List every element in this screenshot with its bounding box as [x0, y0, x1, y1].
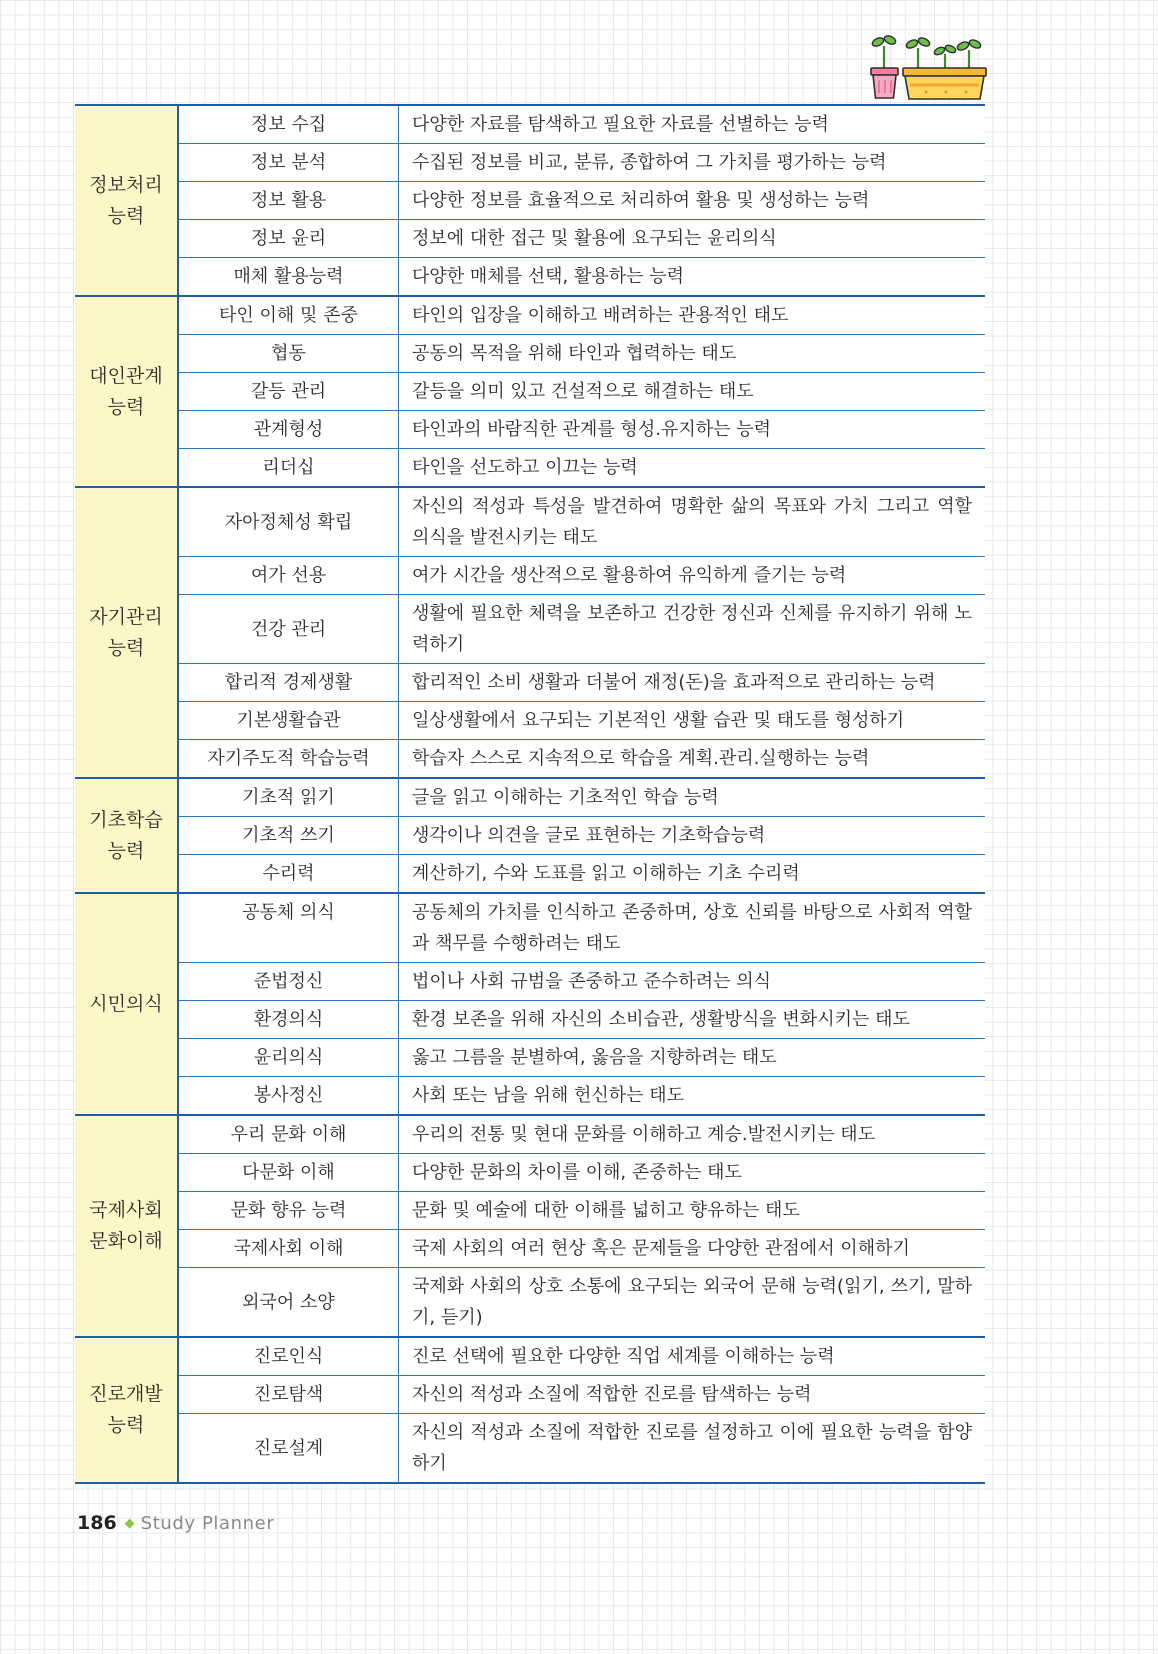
competency-description-cell	[399, 963, 985, 1000]
competency-name: 갈등 관리	[179, 373, 399, 410]
competency-name: 다문화 이해	[179, 1154, 399, 1191]
competency-description: 일상생활에서 요구되는 기본적인 생활 습관 및 태도를 형성하기	[412, 710, 905, 731]
category-label: 정보처리	[89, 173, 163, 196]
competency-description: 사회 또는 남을 위해 헌신하는 태도	[412, 1085, 685, 1106]
competency-description-cell	[399, 1077, 985, 1114]
table-row	[179, 1116, 985, 1153]
competency-description-cell	[399, 1192, 985, 1229]
competency-name: 환경의식	[179, 1001, 399, 1038]
competency-description-cell	[399, 449, 985, 486]
competency-name: 국제사회 이해	[179, 1230, 399, 1267]
competency-description: 문화 및 예술에 대한 이해를 넓히고 향유하는 태도	[412, 1200, 800, 1221]
competency-description: 다양한 문화의 차이를 이해, 존중하는 태도	[412, 1162, 742, 1183]
table-row	[179, 219, 985, 257]
competency-description: 타인과의 바람직한 관계를 형성.유지하는 능력	[412, 419, 771, 440]
competency-description-cell	[399, 1338, 985, 1375]
competency-description-cell	[399, 1039, 985, 1076]
competency-name: 합리적 경제생활	[179, 664, 399, 701]
competency-group	[75, 1336, 985, 1482]
competency-description: 갈등을 의미 있고 건설적으로 해결하는 태도	[412, 381, 754, 402]
competency-description-cell	[399, 1414, 985, 1482]
competency-name: 매체 활용능력	[179, 258, 399, 295]
competency-description: 옳고 그름을 분별하여, 옳음을 지향하려는 태도	[412, 1047, 777, 1068]
competency-name: 관계형성	[179, 411, 399, 448]
competency-name: 봉사정신	[179, 1077, 399, 1114]
competency-description: 다양한 매체를 선택, 활용하는 능력	[412, 266, 685, 287]
competency-name: 진로탐색	[179, 1376, 399, 1413]
competency-description: 법이나 사회 규범을 존중하고 준수하려는 의식	[412, 971, 771, 992]
competency-name: 정보 수집	[179, 106, 399, 143]
footer-title: Study Planner	[140, 1512, 275, 1534]
competency-description: 다양한 자료를 탐색하고 필요한 자료를 선별하는 능력	[412, 114, 829, 135]
table-row	[179, 143, 985, 181]
table-row	[179, 816, 985, 854]
table-row	[179, 257, 985, 295]
table-row	[179, 1229, 985, 1267]
competency-description: 학습자 스스로 지속적으로 학습을 계획.관리.실행하는 능력	[412, 748, 870, 769]
competency-description-cell	[399, 595, 985, 663]
competency-rows	[179, 1116, 985, 1336]
competency-description: 환경 보존을 위해 자신의 소비습관, 생활방식을 변화시키는 태도	[412, 1009, 910, 1030]
competency-name: 자기주도적 학습능력	[179, 740, 399, 777]
category-cell	[75, 297, 179, 486]
competency-description-cell	[399, 817, 985, 854]
competency-description-cell	[399, 411, 985, 448]
competency-name: 문화 향유 능력	[179, 1192, 399, 1229]
competency-name: 정보 윤리	[179, 220, 399, 257]
competency-name: 공동체 의식	[179, 894, 399, 962]
competency-rows	[179, 894, 985, 1114]
table-row	[179, 1267, 985, 1336]
competency-description-cell	[399, 1268, 985, 1336]
competency-name: 타인 이해 및 존중	[179, 297, 399, 334]
competency-description-cell	[399, 664, 985, 701]
competency-description-cell	[399, 373, 985, 410]
competency-name: 준법정신	[179, 963, 399, 1000]
competency-description: 합리적인 소비 생활과 더불어 재정(돈)을 효과적으로 관리하는 능력	[412, 672, 936, 693]
table-row	[179, 556, 985, 594]
category-label: 국제사회	[89, 1199, 163, 1221]
page-number: 186	[77, 1512, 117, 1534]
competency-description: 생각이나 의견을 글로 표현하는 기초학습능력	[412, 825, 766, 846]
table-row	[179, 779, 985, 816]
category-label: 기초학습	[89, 808, 163, 831]
competency-name: 외국어 소양	[179, 1268, 399, 1336]
competency-description: 정보에 대한 접근 및 활용에 요구되는 윤리의식	[412, 228, 777, 249]
competency-description-cell	[399, 1376, 985, 1413]
table-row	[179, 663, 985, 701]
competency-description: 공동체의 가치를 인식하고 존중하며, 상호 신뢰를 바탕으로 사회적 역할과 책무를 수행하려는 태도	[412, 902, 972, 954]
competency-name: 건강 관리	[179, 595, 399, 663]
table-row	[179, 701, 985, 739]
competency-description: 계산하기, 수와 도표를 읽고 이해하는 기초 수리력	[412, 863, 800, 884]
competency-description: 국제화 사회의 상호 소통에 요구되는 외국어 문해 능력(읽기, 쓰기, 말하기, 듣기)	[412, 1276, 972, 1328]
category-cell	[75, 779, 179, 892]
competency-rows	[179, 488, 985, 777]
competency-name: 우리 문화 이해	[179, 1116, 399, 1153]
competency-name: 수리력	[179, 855, 399, 892]
category-cell	[75, 488, 179, 777]
category-label: 능력	[107, 204, 145, 227]
competency-description: 글을 읽고 이해하는 기초적인 학습 능력	[412, 787, 719, 808]
category-label: 진로개발	[89, 1383, 163, 1405]
table-row	[179, 962, 985, 1000]
competency-name: 기본생활습관	[179, 702, 399, 739]
competency-description-cell	[399, 740, 985, 777]
competency-description-cell	[399, 894, 985, 962]
competency-description-cell	[399, 106, 985, 143]
category-label: 능력	[107, 395, 145, 418]
page-footer	[77, 1509, 274, 1537]
competency-description-cell	[399, 335, 985, 372]
table-row	[179, 1413, 985, 1482]
competency-description-cell	[399, 1154, 985, 1191]
competency-name: 정보 분석	[179, 144, 399, 181]
table-row	[179, 448, 985, 486]
competency-description-cell	[399, 258, 985, 295]
table-row	[179, 334, 985, 372]
competency-description: 타인의 입장을 이해하고 배려하는 관용적인 태도	[412, 305, 789, 326]
table-row	[179, 594, 985, 663]
competency-description: 타인을 선도하고 이끄는 능력	[412, 457, 638, 478]
table-row	[179, 1375, 985, 1413]
competency-group	[75, 295, 985, 486]
competency-name: 진로설계	[179, 1414, 399, 1482]
competency-name: 협동	[179, 335, 399, 372]
potted-sprouts-icon	[866, 30, 990, 102]
competency-rows	[179, 106, 985, 295]
competency-description-cell	[399, 297, 985, 334]
table-row	[179, 1153, 985, 1191]
category-cell	[75, 1338, 179, 1482]
category-label: 능력	[107, 636, 145, 659]
table-row	[179, 1191, 985, 1229]
competency-description-cell	[399, 702, 985, 739]
category-label: 대인관계	[89, 364, 163, 387]
competency-description-cell	[399, 1230, 985, 1267]
competency-name: 정보 활용	[179, 182, 399, 219]
competency-group	[75, 106, 985, 295]
competency-description-cell	[399, 488, 985, 556]
table-row	[179, 1076, 985, 1114]
competency-description: 생활에 필요한 체력을 보존하고 건강한 정신과 신체를 유지하기 위해 노력하기	[412, 603, 972, 655]
competency-group	[75, 1114, 985, 1336]
competency-table	[75, 104, 985, 1484]
table-row	[179, 1038, 985, 1076]
table-row	[179, 410, 985, 448]
category-cell	[75, 106, 179, 295]
competency-description: 자신의 적성과 소질에 적합한 진로를 탐색하는 능력	[412, 1384, 812, 1405]
table-row	[179, 1000, 985, 1038]
category-label: 문화이해	[89, 1230, 163, 1252]
competency-name: 리더십	[179, 449, 399, 486]
category-label: 능력	[107, 1414, 145, 1436]
competency-name: 기초적 읽기	[179, 779, 399, 816]
table-row	[179, 181, 985, 219]
category-label: 자기관리	[89, 605, 163, 628]
table-row	[179, 488, 985, 556]
competency-description-cell	[399, 779, 985, 816]
competency-description-cell	[399, 855, 985, 892]
table-row	[179, 106, 985, 143]
competency-name: 윤리의식	[179, 1039, 399, 1076]
competency-group	[75, 777, 985, 892]
competency-description-cell	[399, 557, 985, 594]
competency-name: 자아정체성 확립	[179, 488, 399, 556]
competency-rows	[179, 779, 985, 892]
competency-description: 자신의 적성과 특성을 발견하여 명확한 삶의 목표와 가치 그리고 역할 의식을 발전시키는 태도	[412, 496, 972, 548]
table-row	[179, 297, 985, 334]
table-row	[179, 1338, 985, 1375]
competency-description: 다양한 정보를 효율적으로 처리하여 활용 및 생성하는 능력	[412, 190, 870, 211]
table-row	[179, 372, 985, 410]
competency-description: 진로 선택에 필요한 다양한 직업 세계를 이해하는 능력	[412, 1346, 835, 1367]
category-label: 시민의식	[89, 992, 163, 1015]
competency-description: 수집된 정보를 비교, 분류, 종합하여 그 가치를 평가하는 능력	[412, 152, 887, 173]
diamond-separator-icon: ◆	[124, 1515, 135, 1531]
competency-description-cell	[399, 1116, 985, 1153]
competency-description: 자신의 적성과 소질에 적합한 진로를 설정하고 이에 필요한 능력을 함양하기	[412, 1422, 972, 1474]
table-row	[179, 854, 985, 892]
competency-description: 우리의 전통 및 현대 문화를 이해하고 계승.발전시키는 태도	[412, 1124, 876, 1145]
competency-description-cell	[399, 144, 985, 181]
category-label: 능력	[107, 839, 145, 862]
competency-name: 기초적 쓰기	[179, 817, 399, 854]
competency-description-cell	[399, 182, 985, 219]
competency-rows	[179, 1338, 985, 1482]
category-cell	[75, 894, 179, 1114]
table-row	[179, 894, 985, 962]
category-cell	[75, 1116, 179, 1336]
competency-group	[75, 486, 985, 777]
competency-rows	[179, 297, 985, 486]
competency-name: 여가 선용	[179, 557, 399, 594]
competency-description-cell	[399, 220, 985, 257]
table-row	[179, 739, 985, 777]
competency-group	[75, 892, 985, 1114]
competency-description: 공동의 목적을 위해 타인과 협력하는 태도	[412, 343, 737, 364]
competency-name: 진로인식	[179, 1338, 399, 1375]
competency-description-cell	[399, 1001, 985, 1038]
competency-description: 여가 시간을 생산적으로 활용하여 유익하게 즐기는 능력	[412, 565, 847, 586]
competency-description: 국제 사회의 여러 현상 혹은 문제들을 다양한 관점에서 이해하기	[412, 1238, 910, 1259]
